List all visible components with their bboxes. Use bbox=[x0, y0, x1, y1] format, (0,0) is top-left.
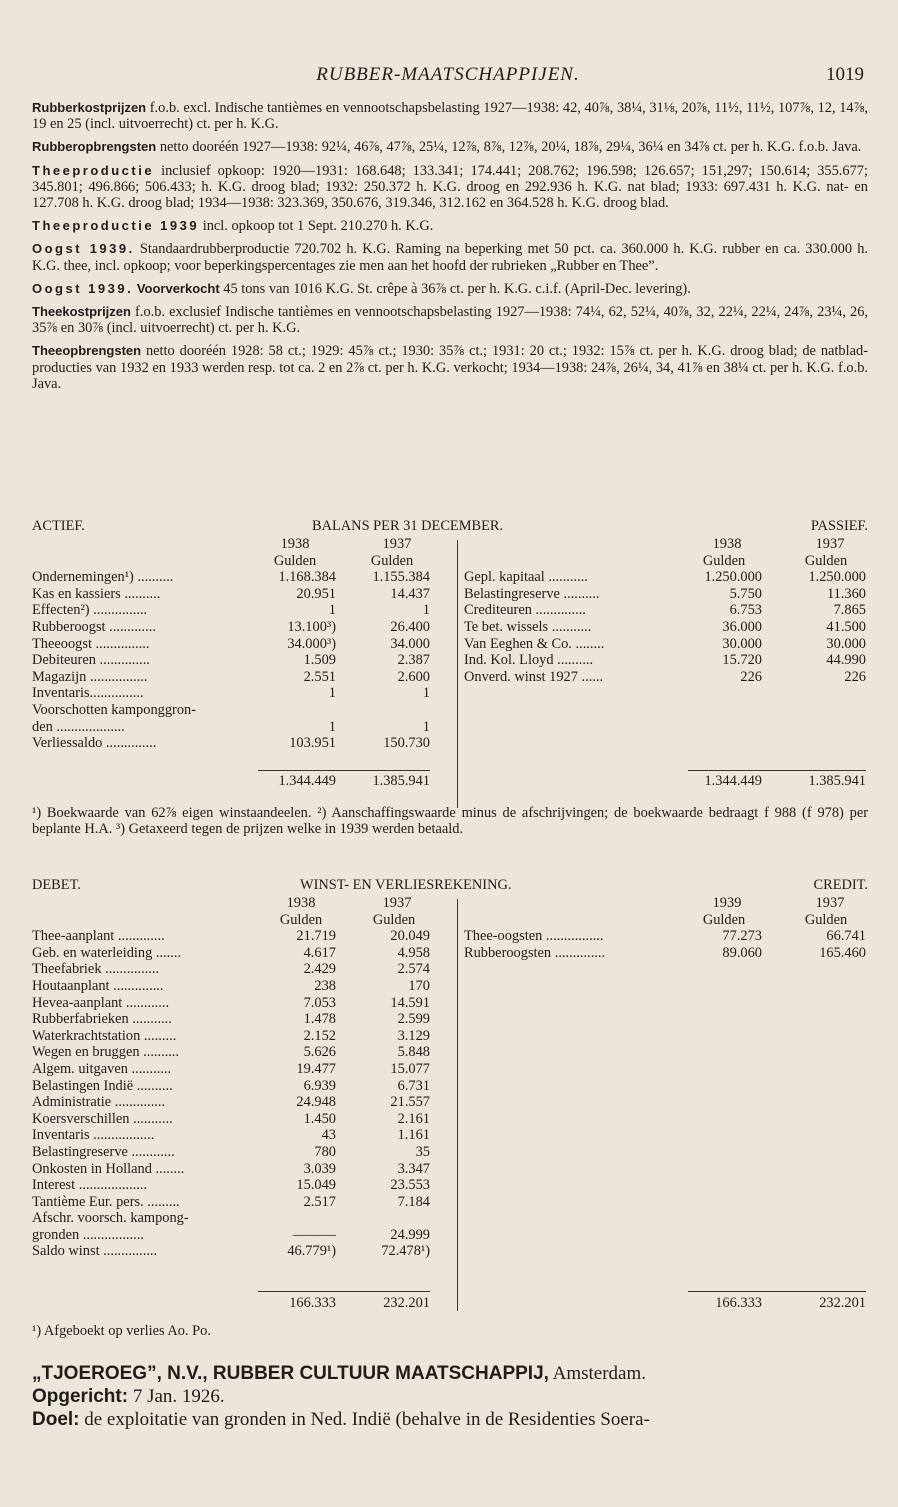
row-label: Onkosten in Holland ........ bbox=[32, 1160, 185, 1177]
row-label: Inventaris............... bbox=[32, 685, 144, 702]
row-label: Waterkrachtstation ......... bbox=[32, 1027, 177, 1044]
value-current: 34.000³) bbox=[287, 635, 336, 652]
table-row bbox=[32, 702, 452, 719]
table-row bbox=[32, 1044, 452, 1061]
value-previous: 72.478¹) bbox=[381, 1243, 430, 1260]
value-current: 21.719 bbox=[296, 928, 336, 945]
table-row bbox=[32, 1111, 452, 1128]
row-label: Tantième Eur. pers. ......... bbox=[32, 1193, 180, 1210]
value-current: 1.168.384 bbox=[278, 569, 336, 586]
table-row bbox=[32, 1227, 452, 1244]
pl-header bbox=[32, 877, 868, 895]
table-row bbox=[32, 928, 452, 945]
table-row bbox=[464, 569, 868, 586]
value-previous: 150.730 bbox=[383, 735, 430, 752]
table-row bbox=[32, 1210, 452, 1227]
value-current: 1.478 bbox=[303, 1011, 336, 1028]
value-previous: 226 bbox=[844, 668, 866, 685]
row-label: Debiteuren .............. bbox=[32, 652, 150, 669]
value-current: ——— bbox=[292, 1226, 336, 1243]
value-current: 20.951 bbox=[296, 585, 336, 602]
table-row bbox=[32, 602, 452, 619]
value-current: 6.753 bbox=[729, 602, 762, 619]
balance-header bbox=[32, 518, 868, 536]
profit-loss-account bbox=[32, 877, 868, 1311]
row-label: Crediteuren .............. bbox=[464, 602, 586, 619]
paragraph-theeproductie-1939: Theeproductie 1939 incl. opkoop tot 1 Sept. 210.270 h. K.G. bbox=[32, 218, 434, 235]
value-current: 5.626 bbox=[303, 1044, 336, 1061]
running-title: RUBBER-MAATSCHAPPIJEN. bbox=[316, 64, 580, 85]
value-current: 13.100³) bbox=[287, 618, 336, 635]
row-label: Thee-oogsten ................ bbox=[464, 928, 604, 945]
value-previous: 30.000 bbox=[826, 635, 866, 652]
row-label: Effecten²) ............... bbox=[32, 602, 148, 619]
table-row bbox=[32, 1028, 452, 1045]
row-label: Thee-aanplant ............. bbox=[32, 928, 165, 945]
value-current: 89.060 bbox=[722, 944, 762, 961]
value-current: 1.450 bbox=[303, 1110, 336, 1127]
value-previous: 7.184 bbox=[397, 1193, 430, 1210]
paragraph-theeopbrengsten: Theeopbrengsten netto dooréén 1928: 58 ct.; 1929: 45⅞ ct.; 1930: 35⅞ ct.; 1931: 20 ct.; 1932: 15⅞ ct. per h. K.G. droog blad; de natblad-producties van 1932 en 1933 werden resp. tot ca. 2 en 2⅞ ct. per h. K.G. verkocht; 1934—1938: 24⅞, 26¼, 34, 41⅞ en 38¼ ct. per h. K.G. f.o.b. Java. bbox=[32, 343, 868, 392]
pl-footnote: ¹) Afgeboekt op verlies Ao. Po. bbox=[32, 1323, 211, 1339]
value-current: 226 bbox=[740, 668, 762, 685]
row-label: Theeoogst ............... bbox=[32, 635, 150, 652]
value-previous: 6.731 bbox=[397, 1077, 430, 1094]
row-label: Magazijn ................ bbox=[32, 668, 148, 685]
balance-sheet bbox=[32, 518, 868, 789]
credit-heading: CREDIT. bbox=[813, 877, 868, 893]
row-label: Belastingreserve ............ bbox=[32, 1143, 175, 1160]
row-label: Ondernemingen¹) .......... bbox=[32, 569, 174, 586]
table-row bbox=[32, 619, 452, 636]
value-current: 1 bbox=[328, 685, 336, 702]
value-current: 2.152 bbox=[303, 1027, 336, 1044]
table-row bbox=[32, 1078, 452, 1095]
value-previous: 2.599 bbox=[397, 1011, 430, 1028]
row-label: Ind. Kol. Lloyd .......... bbox=[464, 652, 594, 669]
table-row bbox=[464, 945, 868, 962]
table-row bbox=[32, 1194, 452, 1211]
pl-total-right: 166.333 232.201 bbox=[715, 1295, 866, 1311]
paragraph-theeproductie: Theeproductie inclusief opkoop: 1920—1931: 168.648; 133.341; 174.441; 208.762; 196.598; 126.657; 151,297; 150.614; 355.677; 345.801; 496.866; 506.433; h. K.G. droog blad; 1932: 250.372 h. K.G. droog en 292.936 h. K.G. nat blad; 1933: 697.431 h. K.G. nat- en 127.708 h. K.G. droog blad; 1934—1938: 323.369, 350.676, 319.346, 312.162 en 364.528 h. K.G. droog blad. bbox=[32, 162, 868, 212]
value-previous: 2.161 bbox=[397, 1110, 430, 1127]
value-current: 30.000 bbox=[722, 635, 762, 652]
pl-total-left: 166.333 232.201 bbox=[289, 1295, 430, 1311]
value-previous: 26.400 bbox=[390, 618, 430, 635]
value-current: 103.951 bbox=[289, 735, 336, 752]
value-previous: 170 bbox=[408, 977, 430, 994]
balance-total-left: 1.344.449 1.385.941 bbox=[278, 773, 430, 789]
value-previous: 1.161 bbox=[397, 1127, 430, 1144]
value-current: 2.517 bbox=[303, 1193, 336, 1210]
value-previous: 1 bbox=[422, 718, 430, 735]
value-current: 15.720 bbox=[722, 652, 762, 669]
actief-heading: ACTIEF. bbox=[32, 518, 85, 534]
credit-column: 1939 1937 Gulden Gulden Thee-oogsten ................ 77.273 66.741 Rubberoogsten .............. 89.060 165.460 bbox=[464, 895, 866, 961]
value-current: 1 bbox=[328, 718, 336, 735]
row-label: Interest ................... bbox=[32, 1177, 148, 1194]
paragraph-rubberkostprijzen: Rubberkostprijzen f.o.b. excl. Indische tantièmes en vennootschapsbelasting 1927—1938: 42, 40⅞, 38¼, 31⅛, 20⅞, 11½, 11½, 107⅞, 12, 14⅞, 19 en 25 (incl. uitvoerrecht) ct. per h. K.G. bbox=[32, 100, 868, 133]
row-label: Wegen en bruggen .......... bbox=[32, 1044, 180, 1061]
row-label: Geb. en waterleiding ....... bbox=[32, 944, 182, 961]
table-row bbox=[32, 978, 452, 995]
total-rule-left bbox=[258, 770, 430, 771]
balance-footnote: ¹) Boekwaarde van 62⅞ eigen winstaandeelen. ²) Aanschaffingswaarde minus de afschrijvingen; de boekwaarde bedraagt f 988 (f 978) per beplante H.A. ³) Getaxeerd tegen de prijzen welke in 1939 werden betaald. bbox=[32, 805, 868, 837]
table-row bbox=[32, 685, 452, 702]
table-row bbox=[464, 602, 868, 619]
value-current: 1 bbox=[328, 602, 336, 619]
row-label: Rubberoogst ............. bbox=[32, 618, 156, 635]
goal-line: Doel: de exploitatie van gronden in Ned. Indië (behalve in de Residenties Soera- bbox=[32, 1409, 650, 1430]
value-current: 7.053 bbox=[303, 994, 336, 1011]
row-label: Kas en kassiers .......... bbox=[32, 585, 161, 602]
paragraph-oogst-voorverkocht: Oogst 1939. Voorverkocht 45 tons van 1016 K.G. St. crêpe à 36⅞ ct. per h. K.G. c.i.f. (April-Dec. levering). bbox=[32, 280, 691, 297]
debet-column: 1938 1937 Gulden Gulden Thee-aanplant ............. 21.719 20.049 Geb. en waterleiding ....... 4.617 4.958 Theefabriek ............... 2.429 2.574 Houtaanplant .............. 238 170 Hevea-aanplant ............ 7.053 14.591 Rubberfabrieken ........... 1.478 2.599 Waterkrachtstation ......... 2.152 3.129 Wegen en bruggen .......... 5.626 5.848 Algem. uitgaven ........... 19.477 15.077 Belastingen Indië .......... 6.939 6.731 Administratie .............. 24.948 21.557 Koersverschillen ........... 1.450 2.161 Inventaris ................. 43 1.161 Belastingreserve ............ 780 35 Onkosten in Holland ........ 3.039 3.347 Interest ................... 15.049 23.553 Tantième Eur. pers. ......... 2.517 7.184 Afschr. voorsch. kampong- gronden ................. ——— 24.999 Saldo winst ............... 46.779¹) 72.478¹) bbox=[32, 895, 452, 1260]
company-city: Amsterdam. bbox=[548, 1363, 647, 1384]
value-current: 36.000 bbox=[722, 618, 762, 635]
pl-title: WINST- EN VERLIESREKENING. bbox=[300, 877, 512, 893]
row-label: Te bet. wissels ........... bbox=[464, 618, 592, 635]
value-previous: 44.990 bbox=[826, 652, 866, 669]
value-current: 2.429 bbox=[303, 961, 336, 978]
value-current: 5.750 bbox=[729, 585, 762, 602]
table-row bbox=[32, 1011, 452, 1028]
actief-column: 1938 1937 Gulden Gulden Ondernemingen¹) .......... 1.168.384 1.155.384 Kas en kassiers .......... 20.951 14.437 Effecten²) ............... 1 1 Rubberoogst ............. 13.100³) 26.400 Theeoogst ............... 34.000³) 34.000 Debiteuren .............. 1.509 2.387 Magazijn ................ 2.551 2.600 Inventaris............... 1 1 Voorschotten kamponggron- den ................... 1 1 Verliessaldo .............. 103.951 150.730 bbox=[32, 536, 452, 752]
value-current: 6.939 bbox=[303, 1077, 336, 1094]
table-row bbox=[464, 928, 868, 945]
value-previous: 5.848 bbox=[397, 1044, 430, 1061]
value-previous: 24.999 bbox=[390, 1226, 430, 1243]
value-previous: 15.077 bbox=[390, 1060, 430, 1077]
table-row bbox=[32, 1127, 452, 1144]
value-previous: 165.460 bbox=[819, 944, 866, 961]
table-row bbox=[32, 945, 452, 962]
row-label: Belastingen Indië .......... bbox=[32, 1077, 173, 1094]
balance-title: BALANS PER 31 DECEMBER. bbox=[312, 518, 504, 534]
company-entry bbox=[32, 1362, 868, 1431]
page-number: 1019 bbox=[826, 64, 864, 85]
table-row bbox=[32, 1243, 452, 1260]
table-row bbox=[464, 586, 868, 603]
table-row bbox=[32, 669, 452, 686]
table-row bbox=[32, 995, 452, 1012]
table-row bbox=[32, 586, 452, 603]
row-label: Afschr. voorsch. kampong- bbox=[32, 1210, 189, 1227]
row-label: Rubberfabrieken ........... bbox=[32, 1011, 172, 1028]
value-previous: 7.865 bbox=[833, 602, 866, 619]
row-label: Inventaris ................. bbox=[32, 1127, 155, 1144]
value-previous: 41.500 bbox=[826, 618, 866, 635]
company-name: „TJOEROEG”, N.V., RUBBER CULTUUR MAATSCHAPPIJ, bbox=[32, 1363, 549, 1384]
table-row bbox=[464, 652, 868, 669]
value-current: 77.273 bbox=[722, 928, 762, 945]
table-row bbox=[32, 1144, 452, 1161]
value-previous: 4.958 bbox=[397, 944, 430, 961]
row-label: Van Eeghen & Co. ........ bbox=[464, 635, 605, 652]
table-row bbox=[32, 569, 452, 586]
value-previous: 14.591 bbox=[390, 994, 430, 1011]
table-row bbox=[464, 619, 868, 636]
table-row bbox=[464, 636, 868, 653]
value-current: 1.250.000 bbox=[704, 569, 762, 586]
value-current: 4.617 bbox=[303, 944, 336, 961]
total-rule-right bbox=[688, 1291, 866, 1292]
value-previous: 23.553 bbox=[390, 1177, 430, 1194]
value-current: 19.477 bbox=[296, 1060, 336, 1077]
row-label: Gepl. kapitaal ........... bbox=[464, 569, 588, 586]
passief-heading: PASSIEF. bbox=[810, 518, 868, 534]
paragraph-rubberopbrengsten: Rubberopbrengsten netto dooréén 1927—1938: 92¼, 46⅞, 47⅞, 25¼, 12⅞, 8⅞, 12⅞, 20¼, 18⅞, 29¼, 36¼ en 34⅞ ct. per h. K.G. f.o.b. Java. bbox=[32, 139, 862, 156]
value-current: 2.551 bbox=[303, 668, 336, 685]
total-rule-left bbox=[258, 1291, 430, 1292]
value-previous: 1.250.000 bbox=[808, 569, 866, 586]
row-label: Belastingreserve .......... bbox=[464, 585, 600, 602]
value-previous: 66.741 bbox=[826, 928, 866, 945]
value-previous: 11.360 bbox=[826, 585, 866, 602]
value-previous: 20.049 bbox=[390, 928, 430, 945]
value-current: 3.039 bbox=[303, 1160, 336, 1177]
table-row bbox=[32, 636, 452, 653]
value-current: 43 bbox=[321, 1127, 336, 1144]
row-label: Hevea-aanplant ............ bbox=[32, 994, 170, 1011]
row-label: gronden ................. bbox=[32, 1226, 144, 1243]
page-header bbox=[32, 64, 864, 90]
value-previous: 34.000 bbox=[390, 635, 430, 652]
row-label: Onverd. winst 1927 ...... bbox=[464, 668, 604, 685]
value-previous: 2.574 bbox=[397, 961, 430, 978]
table-row bbox=[32, 719, 452, 736]
table-row bbox=[32, 1161, 452, 1178]
balance-total-right: 1.344.449 1.385.941 bbox=[704, 773, 866, 789]
total-rule-right bbox=[688, 770, 866, 771]
value-previous: 2.387 bbox=[397, 652, 430, 669]
row-label: Administratie .............. bbox=[32, 1094, 166, 1111]
founded-line: Opgericht: 7 Jan. 1926. bbox=[32, 1386, 225, 1407]
table-row bbox=[32, 735, 452, 752]
row-label: Houtaanplant .............. bbox=[32, 977, 164, 994]
value-previous: 3.347 bbox=[397, 1160, 430, 1177]
table-row bbox=[32, 1177, 452, 1194]
value-current: 15.049 bbox=[296, 1177, 336, 1194]
value-previous: 14.437 bbox=[390, 585, 430, 602]
table-row bbox=[464, 669, 868, 686]
value-previous: 1 bbox=[422, 602, 430, 619]
value-current: 780 bbox=[314, 1143, 336, 1160]
value-previous: 3.129 bbox=[397, 1027, 430, 1044]
intro-paragraphs bbox=[32, 100, 868, 399]
row-label: Theefabriek ............... bbox=[32, 961, 160, 978]
row-label: Rubberoogsten .............. bbox=[464, 944, 606, 961]
row-label: Voorschotten kamponggron- bbox=[32, 701, 197, 718]
value-previous: 1.155.384 bbox=[372, 569, 430, 586]
row-label: Koersverschillen ........... bbox=[32, 1110, 173, 1127]
debet-heading: DEBET. bbox=[32, 877, 81, 893]
paragraph-theekostprijzen: Theekostprijzen f.o.b. exclusief Indische tantièmes en vennootschapsbelasting 1927—1938: 74¼, 62, 52¼, 40⅞, 32, 22¼, 22¼, 24⅞, 23¼, 26, 35⅞ en 30⅞ (incl. uitvoerrecht) ct. per h. K.G. bbox=[32, 304, 868, 337]
value-current: 24.948 bbox=[296, 1094, 336, 1111]
paragraph-oogst-1939: Oogst 1939. Standaardrubberproductie 720.702 h. K.G. Raming na beperking met 50 pct. ca. 360.000 h. K.G. rubber en ca. 330.000 h. K.G. thee, incl. opkoop; voor beperkingspercentages zie men aan het hoofd der rubrieken „Rubber en Thee”. bbox=[32, 241, 868, 274]
row-label: den ................... bbox=[32, 718, 125, 735]
value-previous: 2.600 bbox=[397, 668, 430, 685]
table-row bbox=[32, 652, 452, 669]
row-label: Algem. uitgaven ........... bbox=[32, 1060, 172, 1077]
table-row bbox=[32, 1061, 452, 1078]
table-row bbox=[32, 1094, 452, 1111]
table-row bbox=[32, 961, 452, 978]
value-current: 238 bbox=[314, 977, 336, 994]
value-current: 46.779¹) bbox=[287, 1243, 336, 1260]
value-previous: 1 bbox=[422, 685, 430, 702]
value-previous: 35 bbox=[415, 1143, 430, 1160]
passief-column: 1938 1937 Gulden Gulden Gepl. kapitaal ........... 1.250.000 1.250.000 Belastingreserve .......... 5.750 11.360 Crediteuren .............. 6.753 7.865 Te bet. wissels ........... 36.000 41.500 Van Eeghen & Co. ........ 30.000 30.000 Ind. Kol. Lloyd .......... 15.720 44.990 Onverd. winst 1927 ...... 226 226 bbox=[464, 536, 866, 685]
value-previous: 21.557 bbox=[390, 1094, 430, 1111]
company-name-line bbox=[32, 1362, 868, 1385]
row-label: Saldo winst ............... bbox=[32, 1243, 158, 1260]
row-label: Verliessaldo .............. bbox=[32, 735, 157, 752]
value-current: 1.509 bbox=[303, 652, 336, 669]
